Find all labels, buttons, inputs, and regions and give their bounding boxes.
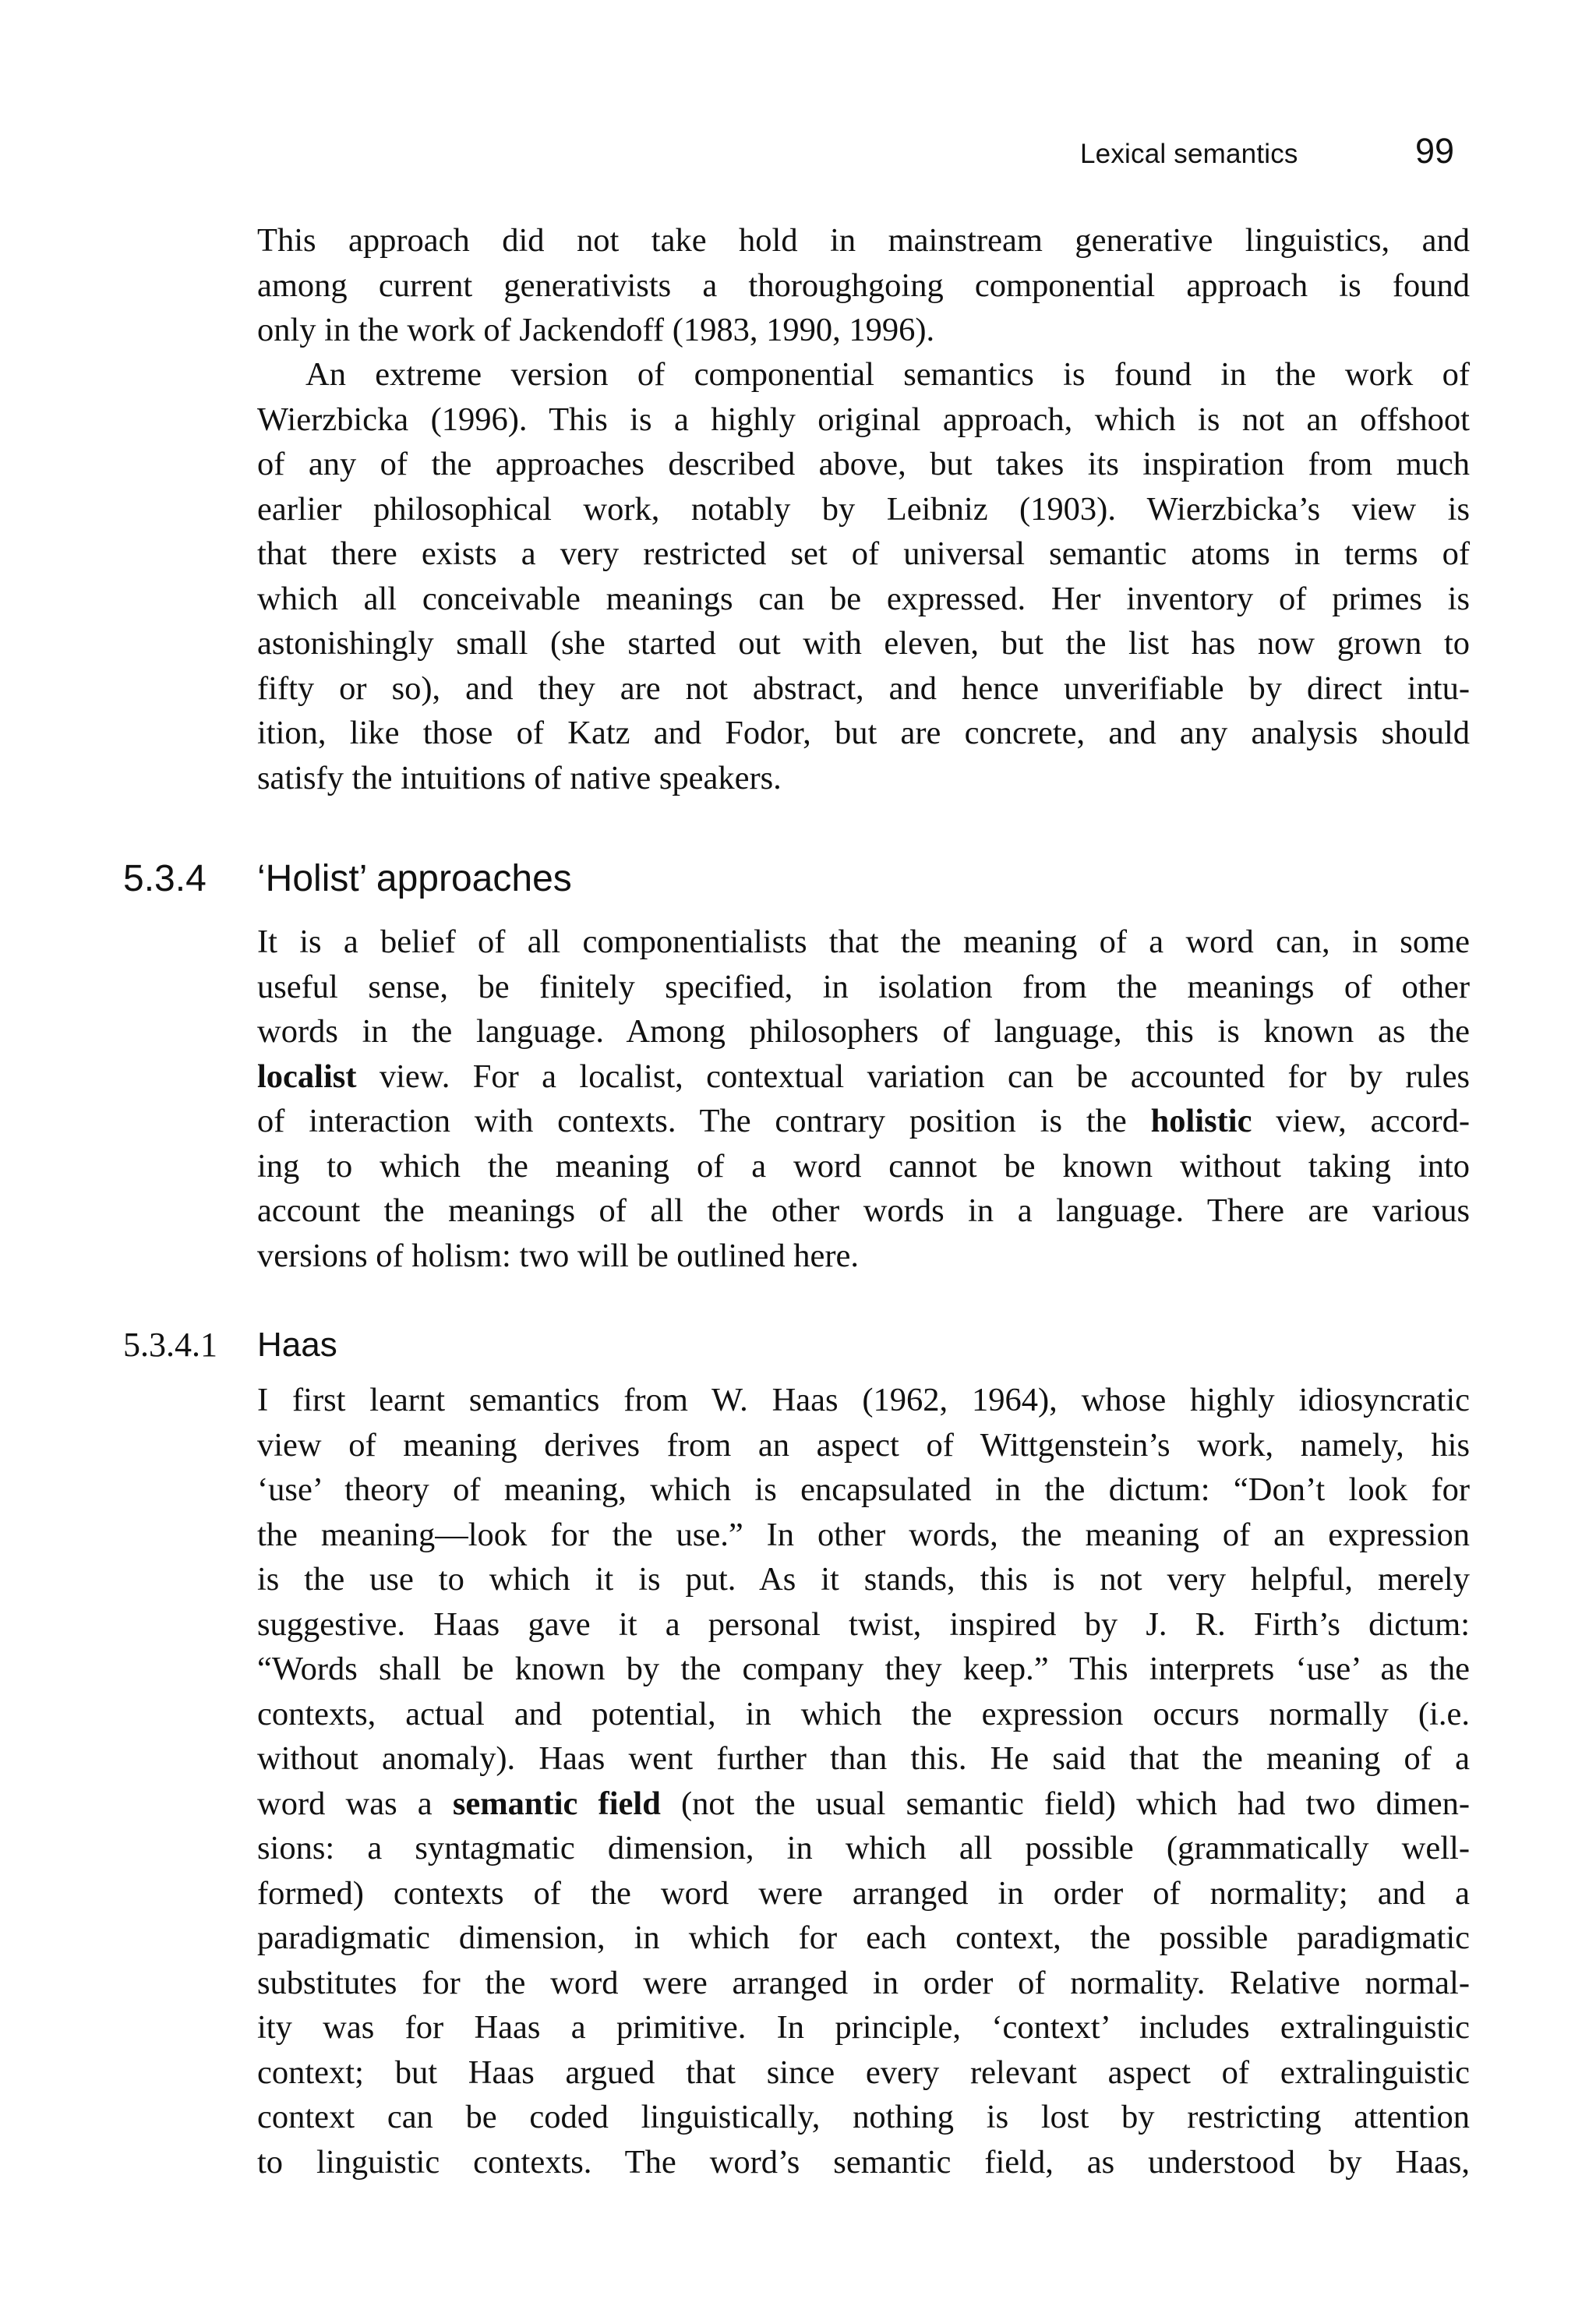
term-localist: localist xyxy=(257,1058,357,1095)
paragraph-3 xyxy=(257,920,1470,1278)
text-line: context; but Haas argued that since every relevant aspect of extralinguistic xyxy=(257,2054,1470,2091)
text-line: contexts, actual and potential, in which the expression occurs normally (i.e. xyxy=(257,1695,1470,1732)
text-line: that there exists a very restricted set of universal semantic atoms in terms of xyxy=(257,535,1470,572)
text-line: view of meaning derives from an aspect of Wittgenstein’s work, namely, his xyxy=(257,1426,1470,1464)
text-line: only in the work of Jackendoff (1983, 1990, 1996). xyxy=(257,312,935,348)
text-run: view. For a localist, contextual variation can be accounted for by rules xyxy=(356,1058,1470,1095)
text-line: the meaning—look for the use.” In other words, the meaning of an expression xyxy=(257,1516,1470,1553)
text-line: which all conceivable meanings can be expressed. Her inventory of primes is xyxy=(257,580,1470,617)
text-line: fifty or so), and they are not abstract, and hence unverifiable by direct intu- xyxy=(257,669,1470,707)
text-line: I first learnt semantics from W. Haas (1962, 1964), whose highly idiosyncratic xyxy=(257,1382,1470,1418)
text-line: is the use to which it is put. As it stands, this is not very helpful, merely xyxy=(257,1561,1470,1598)
text-line xyxy=(257,1099,1470,1144)
text-line: “Words shall be known by the company they keep.” This interprets ‘use’ as the xyxy=(257,1651,1470,1687)
text-run: word was a xyxy=(257,1785,453,1822)
section-number: 5.3.4 xyxy=(123,858,207,899)
text-line: sions: a syntagmatic dimension, in which all possible (grammatically well- xyxy=(257,1830,1470,1866)
subsection-number: 5.3.4.1 xyxy=(123,1326,217,1364)
text-line: An extreme version of componential semantics is found in the work of xyxy=(305,356,1470,393)
text-line: without anomaly). Haas went further than this. He said that the meaning of a xyxy=(257,1740,1470,1777)
running-head xyxy=(1080,131,1454,171)
section-heading xyxy=(123,857,572,900)
page-number: 99 xyxy=(1414,131,1454,171)
text-line: This approach did not take hold in mainstream generative linguistics, and xyxy=(257,222,1470,259)
text-line: Wierzbicka (1996). This is a highly original approach, which is not an offshoot xyxy=(257,401,1470,438)
subsection-title: Haas xyxy=(257,1326,337,1364)
text-line: ing to which the meaning of a word cannot be known without taking into xyxy=(257,1147,1470,1185)
subsection-heading xyxy=(123,1325,337,1365)
text-line: account the meanings of all the other words in a language. There are various xyxy=(257,1192,1470,1229)
text-line: words in the language. Among philosophers of language, this is known as the xyxy=(257,1013,1470,1050)
paragraph-1 xyxy=(257,218,1470,353)
section-title: ‘Holist’ approaches xyxy=(257,858,572,899)
text-line: ity was for Haas a primitive. In principle, ‘context’ includes extralinguistic xyxy=(257,2009,1470,2046)
term-semantic-field: semantic field xyxy=(452,1785,661,1822)
text-line: ition, like those of Katz and Fodor, but are concrete, and any analysis should xyxy=(257,715,1470,751)
text-line: versions of holism: two will be outlined here. xyxy=(257,1237,859,1274)
text-line: satisfy the intuitions of native speakers. xyxy=(257,759,782,796)
text-line: of any of the approaches described above, but takes its inspiration from much xyxy=(257,446,1470,482)
text-line xyxy=(257,1782,1470,1827)
text-run: of interaction with contexts. The contrary position is the xyxy=(257,1103,1151,1139)
text-line: earlier philosophical work, notably by Leibniz (1903). Wierzbicka’s view is xyxy=(257,490,1470,528)
text-run: view, accord- xyxy=(1252,1103,1470,1139)
text-line: astonishingly small (she started out with eleven, but the list has now grown to xyxy=(257,625,1470,662)
paragraph-2 xyxy=(257,352,1470,800)
text-line: paradigmatic dimension, in which for each context, the possible paradigmatic xyxy=(257,1919,1470,1956)
text-line: to linguistic contexts. The word’s semantic field, as understood by Haas, xyxy=(257,2143,1470,2181)
text-line: It is a belief of all componentialists that the meaning of a word can, in some xyxy=(257,923,1470,960)
text-line: suggestive. Haas gave it a personal twist, inspired by J. R. Firth’s dictum: xyxy=(257,1605,1470,1643)
running-head-title: Lexical semantics xyxy=(1080,139,1298,169)
text-line: among current generativists a thoroughgoing componential approach is found xyxy=(257,267,1470,304)
text-line: useful sense, be finitely specified, in isolation from the meanings of other xyxy=(257,968,1470,1005)
paragraph-4 xyxy=(257,1378,1470,2184)
text-run: (not the usual semantic field) which had two dimen- xyxy=(660,1785,1470,1822)
text-line: formed) contexts of the word were arranged in order of normality; and a xyxy=(257,1874,1470,1912)
text-line: ‘use’ theory of meaning, which is encapsulated in the dictum: “Don’t look for xyxy=(257,1471,1470,1508)
text-line xyxy=(257,1054,1470,1100)
term-holistic: holistic xyxy=(1150,1103,1252,1139)
text-line: context can be coded linguistically, nothing is lost by restricting attention xyxy=(257,2099,1470,2135)
text-line: substitutes for the word were arranged in order of normality. Relative normal- xyxy=(257,1964,1470,2001)
